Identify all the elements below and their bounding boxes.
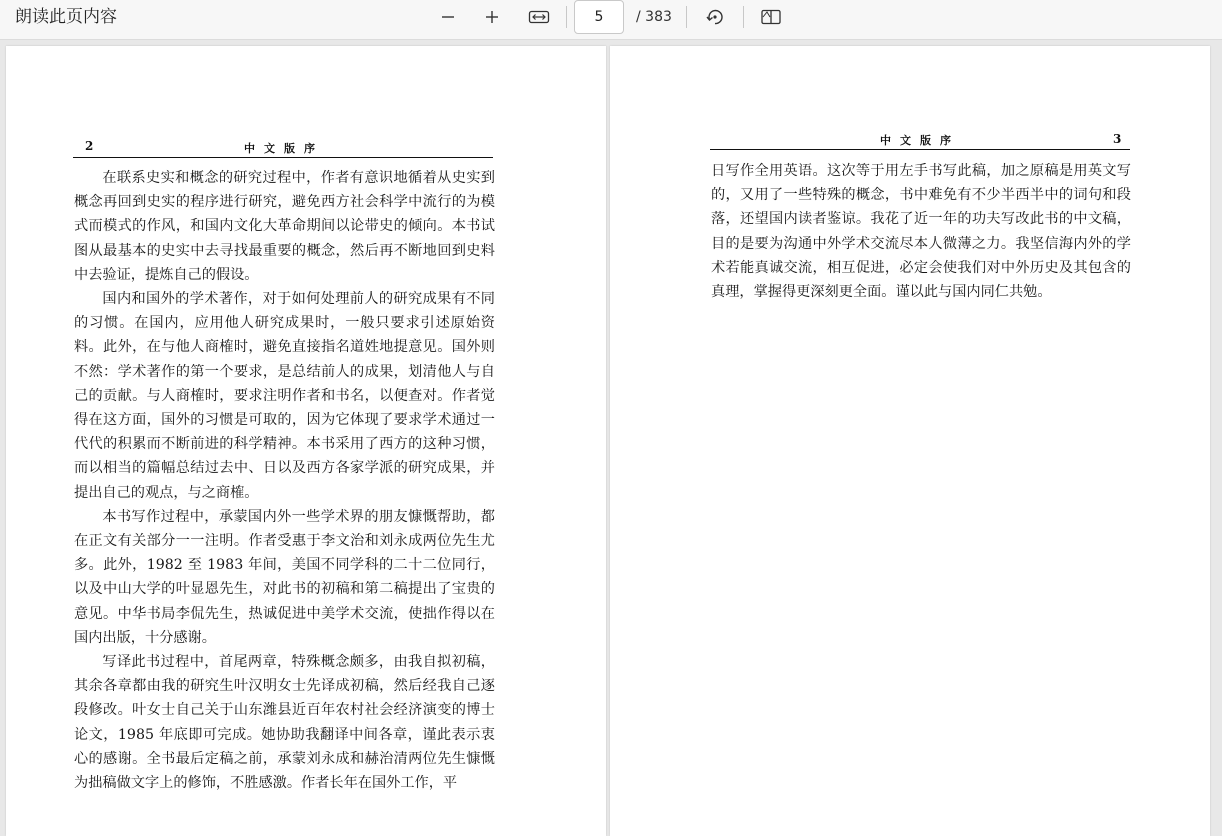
rotate-icon <box>705 7 725 27</box>
body-text <box>711 159 1131 304</box>
minus-icon <box>440 9 456 25</box>
toolbar-divider <box>566 6 567 28</box>
pdf-page-right <box>610 46 1210 836</box>
two-page-view-icon <box>760 8 782 26</box>
paragraph: 写译此书过程中，首尾两章，特殊概念颇多，由我自拟初稿，其余各章都由我的研究生叶汉明女士先译成初稿，然后经我自己逐段修改。叶女士自己关于山东潍县近百年农村社会经济演变的博士论文，1985 年底即可完成。她协助我翻译中间各章，谨此表示衷心的感谢。全书最后定稿之前，承蒙刘永成和赫治清两位先生慷慨为拙稿做文字上的修饰，不胜感激。作者长年在国外工作，平 <box>74 654 495 792</box>
running-title: 中文版序 <box>244 142 324 155</box>
fit-width-icon <box>528 9 550 25</box>
toolbar-divider <box>686 6 687 28</box>
header-rule <box>710 149 1130 150</box>
toolbar-divider <box>743 6 744 28</box>
header-rule <box>73 157 493 158</box>
paragraph: 国内和国外的学术著作，对于如何处理前人的研究成果有不同的习惯。在国内，应用他人研究成果时，一般只要求引述原始资料。此外，在与他人商榷时，避免直接指名道姓地提意见。国外则不然：学术著作的第一个要求，是总结前人的成果，划清他人与自己的贡献。与人商榷时，要求注明作者和书名，以便查对。作者觉得在这方面，国外的习惯是可取的，因为它体现了要求学术通过一代代的积累而不断前进的科学精神。本书采用了西方的这种习惯，而以相当的篇幅总结过去中、日以及西方各家学派的研究成果，并提出自己的观点，与之商榷。 <box>74 291 495 501</box>
page-number-input[interactable] <box>574 0 624 34</box>
page-number: 2 <box>85 139 94 153</box>
paragraph: 在联系史实和概念的研究过程中，作者有意识地循着从史实到概念再回到史实的程序进行研究，避免西方社会科学中流行的为模式而模式的作风，和国内文化大革命期间以论带史的倾向。本书试图从最基本的史实中去寻找最重要的概念，然后再不断地回到史料中去验证，提炼自己的假设。 <box>74 170 495 283</box>
paragraph: 日写作全用英语。这次等于用左手书写此稿，加之原稿是用英文写的，又用了一些特殊的概念，书中难免有不少半西半中的词句和段落，还望国内读者鉴谅。我花了近一年的功夫写改此书的中文稿，目的是要为沟通中外学术交流尽本人微薄之力。我坚信海内外的学术若能真诚交流，相互促进，必定会使我们对中外历史及其包含的真理，掌握得更深刻更全面。谨以此与国内同仁共勉。 <box>711 163 1131 301</box>
pdf-toolbar <box>0 0 1222 40</box>
zoom-in-button[interactable] <box>477 4 507 30</box>
zoom-out-button[interactable] <box>433 4 463 30</box>
page-total: / 383 <box>636 9 672 25</box>
pdf-page-left <box>6 46 606 836</box>
running-title: 中文版序 <box>880 134 960 147</box>
rotate-button[interactable] <box>700 4 730 30</box>
fit-width-button[interactable] <box>524 4 554 30</box>
plus-icon <box>484 9 500 25</box>
page-number: 3 <box>1113 132 1122 146</box>
paragraph: 本书写作过程中，承蒙国内外一些学术界的朋友慷慨帮助，都在正文有关部分一一注明。作者受惠于李文治和刘永成两位先生尤多。此外，1982 至 1983 年间，美国不同学科的二十二位同行，以及中山大学的叶显恩先生，对此书的初稿和第二稿提出了宝贵的意见。中华书局李侃先生，热诚促进中美学术交流，使拙作得以在国内出版，十分感谢。 <box>74 508 495 646</box>
body-text <box>74 166 495 795</box>
two-page-view-button[interactable] <box>756 4 786 30</box>
read-aloud-button[interactable]: 朗读此页内容 <box>15 7 117 27</box>
